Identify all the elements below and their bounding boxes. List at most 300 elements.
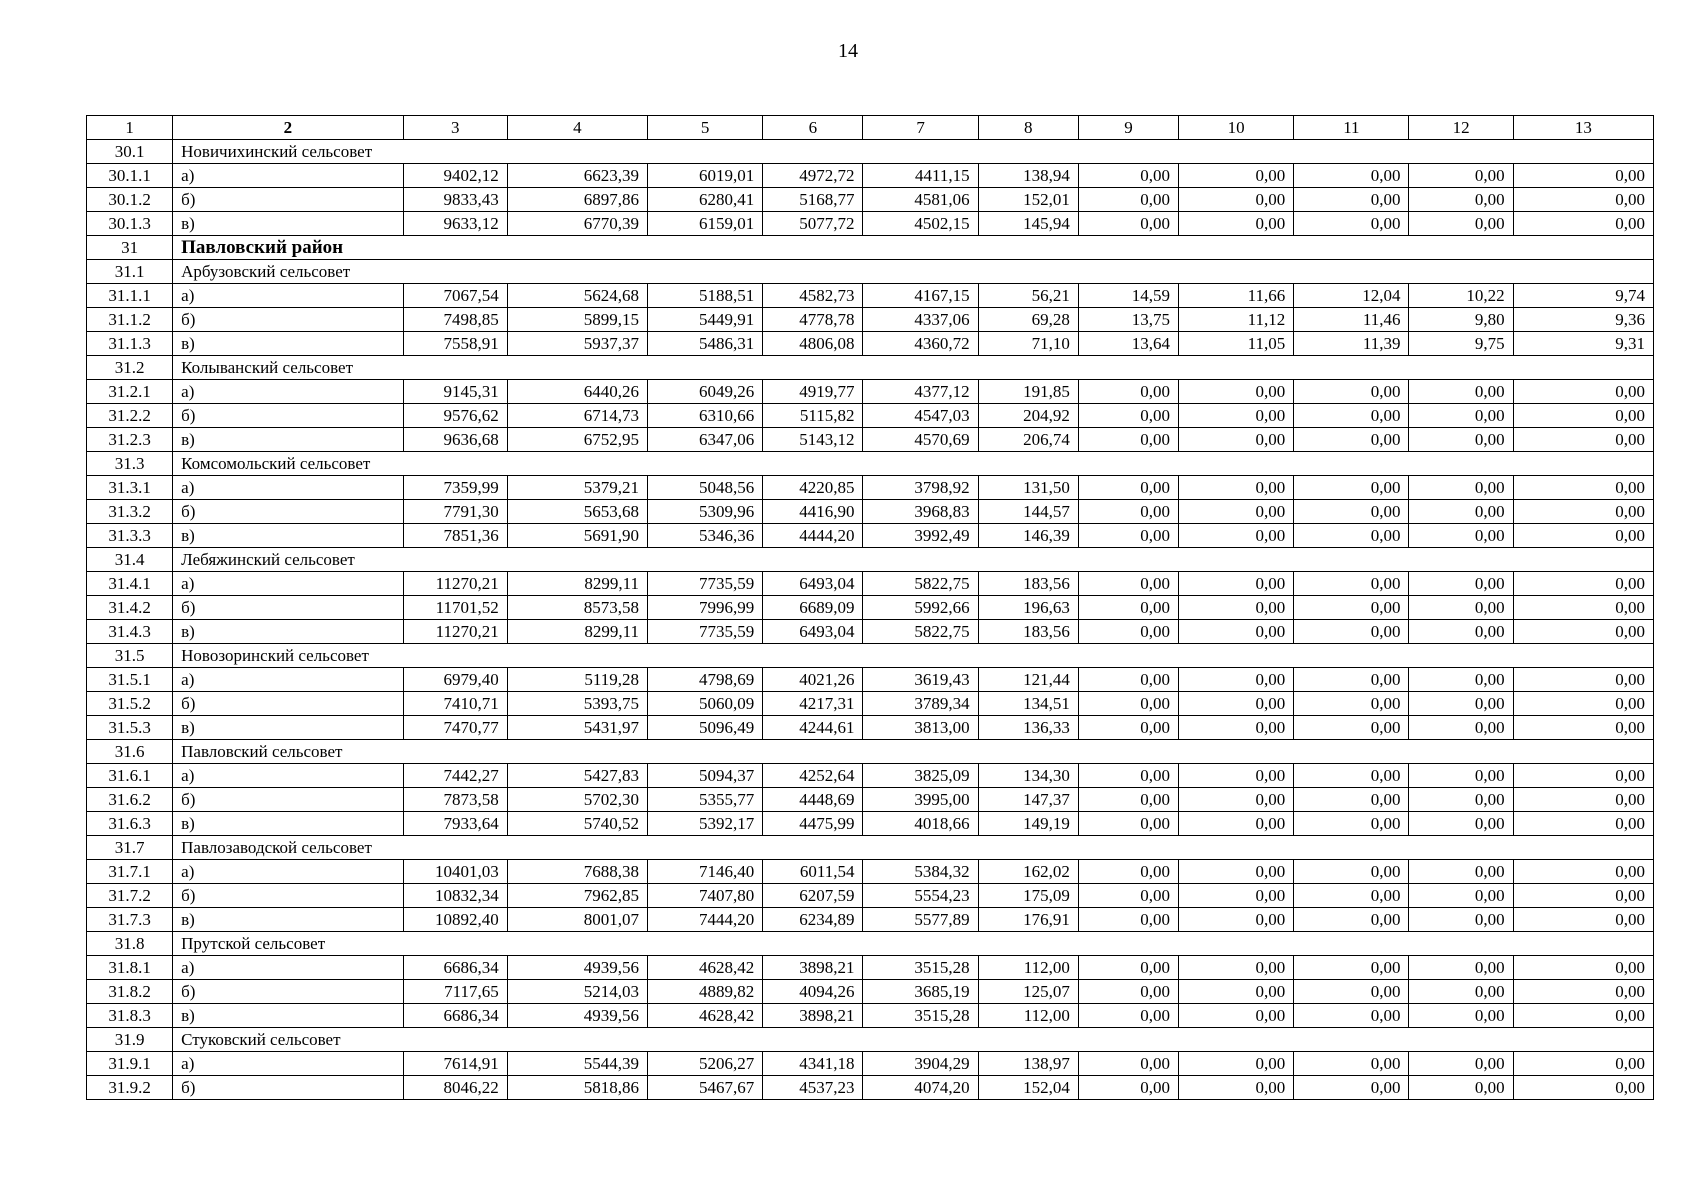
value-cell: 5427,83 (507, 764, 647, 788)
value-cell: 0,00 (1513, 908, 1653, 932)
value-cell: 0,00 (1409, 860, 1513, 884)
value-cell: 71,10 (978, 332, 1078, 356)
value-cell: 5818,86 (507, 1076, 647, 1100)
value-cell: 13,75 (1078, 308, 1178, 332)
table-row (87, 164, 1654, 188)
value-cell: 0,00 (1294, 1052, 1409, 1076)
value-cell: 0,00 (1179, 500, 1294, 524)
value-cell: 0,00 (1179, 980, 1294, 1004)
value-cell: 5346,36 (648, 524, 763, 548)
value-cell: 0,00 (1294, 668, 1409, 692)
value-cell: 8046,22 (403, 1076, 507, 1100)
value-cell: 0,00 (1409, 668, 1513, 692)
value-cell: 0,00 (1513, 956, 1653, 980)
value-cell: 0,00 (1179, 956, 1294, 980)
value-cell: 4074,20 (863, 1076, 978, 1100)
value-cell: 0,00 (1294, 428, 1409, 452)
value-cell: 0,00 (1409, 1052, 1513, 1076)
value-cell: 0,00 (1513, 476, 1653, 500)
value-cell: 5143,12 (763, 428, 863, 452)
table-row (87, 524, 1654, 548)
value-cell: 0,00 (1179, 908, 1294, 932)
row-number: 31.5 (87, 644, 173, 668)
value-cell: 5355,77 (648, 788, 763, 812)
variant-label: б) (173, 692, 403, 716)
value-cell: 175,09 (978, 884, 1078, 908)
variant-label: в) (173, 908, 403, 932)
value-cell: 112,00 (978, 956, 1078, 980)
value-cell: 0,00 (1294, 1076, 1409, 1100)
value-cell: 0,00 (1294, 212, 1409, 236)
variant-label: в) (173, 620, 403, 644)
table-row (87, 956, 1654, 980)
value-cell: 3898,21 (763, 956, 863, 980)
value-cell: 6623,39 (507, 164, 647, 188)
value-cell: 0,00 (1409, 476, 1513, 500)
value-cell: 4220,85 (763, 476, 863, 500)
value-cell: 7444,20 (648, 908, 763, 932)
value-cell: 145,94 (978, 212, 1078, 236)
value-cell: 5393,75 (507, 692, 647, 716)
column-header: 7 (863, 116, 978, 140)
row-number: 31.6.1 (87, 764, 173, 788)
column-header: 12 (1409, 116, 1513, 140)
value-cell: 4094,26 (763, 980, 863, 1004)
table-row (87, 284, 1654, 308)
value-cell: 5048,56 (648, 476, 763, 500)
value-cell: 0,00 (1078, 980, 1178, 1004)
value-cell: 5702,30 (507, 788, 647, 812)
value-cell: 0,00 (1179, 188, 1294, 212)
value-cell: 3798,92 (863, 476, 978, 500)
settlement-name: Павловский сельсовет (173, 740, 1654, 764)
value-cell: 10892,40 (403, 908, 507, 932)
column-header: 13 (1513, 116, 1653, 140)
value-cell: 0,00 (1409, 956, 1513, 980)
tariff-table (86, 115, 1654, 1100)
value-cell: 6770,39 (507, 212, 647, 236)
value-cell: 11701,52 (403, 596, 507, 620)
value-cell: 3904,29 (863, 1052, 978, 1076)
value-cell: 3968,83 (863, 500, 978, 524)
value-cell: 0,00 (1078, 1076, 1178, 1100)
value-cell: 5577,89 (863, 908, 978, 932)
value-cell: 0,00 (1294, 788, 1409, 812)
value-cell: 3992,49 (863, 524, 978, 548)
value-cell: 0,00 (1078, 476, 1178, 500)
value-cell: 176,91 (978, 908, 1078, 932)
row-number: 31.7.3 (87, 908, 173, 932)
value-cell: 0,00 (1513, 596, 1653, 620)
value-cell: 9,80 (1409, 308, 1513, 332)
value-cell: 9,74 (1513, 284, 1653, 308)
value-cell: 9,31 (1513, 332, 1653, 356)
value-cell: 5115,82 (763, 404, 863, 428)
value-cell: 147,37 (978, 788, 1078, 812)
value-cell: 7996,99 (648, 596, 763, 620)
value-cell: 0,00 (1078, 668, 1178, 692)
value-cell: 11,46 (1294, 308, 1409, 332)
value-cell: 0,00 (1513, 500, 1653, 524)
value-cell: 4798,69 (648, 668, 763, 692)
value-cell: 5624,68 (507, 284, 647, 308)
value-cell: 4337,06 (863, 308, 978, 332)
settlement-name: Новичихинский сельсовет (173, 140, 1654, 164)
value-cell: 4167,15 (863, 284, 978, 308)
value-cell: 5937,37 (507, 332, 647, 356)
value-cell: 112,00 (978, 1004, 1078, 1028)
value-cell: 0,00 (1179, 812, 1294, 836)
value-cell: 0,00 (1078, 1004, 1178, 1028)
settlement-name: Павлозаводской сельсовет (173, 836, 1654, 860)
row-number: 31.5.2 (87, 692, 173, 716)
value-cell: 196,63 (978, 596, 1078, 620)
table-row (87, 428, 1654, 452)
value-cell: 0,00 (1078, 788, 1178, 812)
value-cell: 6049,26 (648, 380, 763, 404)
value-cell: 4889,82 (648, 980, 763, 1004)
value-cell: 0,00 (1078, 428, 1178, 452)
value-cell: 0,00 (1409, 212, 1513, 236)
variant-label: б) (173, 884, 403, 908)
value-cell: 0,00 (1409, 884, 1513, 908)
value-cell: 4341,18 (763, 1052, 863, 1076)
row-number: 31.9 (87, 1028, 173, 1052)
value-cell: 10832,34 (403, 884, 507, 908)
value-cell: 7558,91 (403, 332, 507, 356)
value-cell: 152,01 (978, 188, 1078, 212)
value-cell: 11,12 (1179, 308, 1294, 332)
value-cell: 5379,21 (507, 476, 647, 500)
value-cell: 0,00 (1294, 884, 1409, 908)
value-cell: 0,00 (1078, 572, 1178, 596)
row-number: 31.8.3 (87, 1004, 173, 1028)
value-cell: 5822,75 (863, 572, 978, 596)
row-number: 31.2.1 (87, 380, 173, 404)
column-header: 4 (507, 116, 647, 140)
value-cell: 0,00 (1513, 668, 1653, 692)
value-cell: 0,00 (1179, 860, 1294, 884)
value-cell: 5168,77 (763, 188, 863, 212)
value-cell: 7962,85 (507, 884, 647, 908)
value-cell: 0,00 (1294, 716, 1409, 740)
value-cell: 69,28 (978, 308, 1078, 332)
value-cell: 0,00 (1078, 188, 1178, 212)
value-cell: 138,94 (978, 164, 1078, 188)
table-body (87, 116, 1654, 1100)
variant-label: в) (173, 716, 403, 740)
value-cell: 0,00 (1409, 980, 1513, 1004)
value-cell: 14,59 (1078, 284, 1178, 308)
column-header: 10 (1179, 116, 1294, 140)
value-cell: 11270,21 (403, 620, 507, 644)
value-cell: 4806,08 (763, 332, 863, 356)
value-cell: 121,44 (978, 668, 1078, 692)
value-cell: 183,56 (978, 572, 1078, 596)
row-number: 31.4 (87, 548, 173, 572)
value-cell: 0,00 (1179, 716, 1294, 740)
value-cell: 4475,99 (763, 812, 863, 836)
value-cell: 0,00 (1179, 476, 1294, 500)
value-cell: 4939,56 (507, 956, 647, 980)
value-cell: 0,00 (1078, 716, 1178, 740)
page-number: 14 (838, 40, 858, 62)
value-cell: 7735,59 (648, 572, 763, 596)
column-header: 3 (403, 116, 507, 140)
value-cell: 4582,73 (763, 284, 863, 308)
value-cell: 9636,68 (403, 428, 507, 452)
value-cell: 6280,41 (648, 188, 763, 212)
value-cell: 6979,40 (403, 668, 507, 692)
value-cell: 0,00 (1513, 1076, 1653, 1100)
row-number: 31.6 (87, 740, 173, 764)
value-cell: 7873,58 (403, 788, 507, 812)
column-header: 11 (1294, 116, 1409, 140)
value-cell: 0,00 (1078, 524, 1178, 548)
value-cell: 0,00 (1078, 596, 1178, 620)
value-cell: 0,00 (1078, 1052, 1178, 1076)
value-cell: 0,00 (1179, 524, 1294, 548)
value-cell: 6897,86 (507, 188, 647, 212)
value-cell: 11,66 (1179, 284, 1294, 308)
value-cell: 0,00 (1179, 884, 1294, 908)
variant-label: б) (173, 788, 403, 812)
value-cell: 0,00 (1078, 380, 1178, 404)
group-row (87, 1028, 1654, 1052)
group-row (87, 356, 1654, 380)
value-cell: 7851,36 (403, 524, 507, 548)
value-cell: 0,00 (1179, 620, 1294, 644)
value-cell: 0,00 (1179, 1052, 1294, 1076)
value-cell: 0,00 (1409, 1004, 1513, 1028)
row-number: 31.2.2 (87, 404, 173, 428)
value-cell: 0,00 (1294, 908, 1409, 932)
variant-label: а) (173, 380, 403, 404)
value-cell: 4217,31 (763, 692, 863, 716)
settlement-name: Арбузовский сельсовет (173, 260, 1654, 284)
value-cell: 8299,11 (507, 620, 647, 644)
row-number: 30.1.2 (87, 188, 173, 212)
value-cell: 0,00 (1179, 596, 1294, 620)
row-number: 31.6.2 (87, 788, 173, 812)
value-cell: 11270,21 (403, 572, 507, 596)
value-cell: 5094,37 (648, 764, 763, 788)
value-cell: 8299,11 (507, 572, 647, 596)
variant-label: а) (173, 668, 403, 692)
value-cell: 0,00 (1513, 692, 1653, 716)
variant-label: в) (173, 332, 403, 356)
value-cell: 4537,23 (763, 1076, 863, 1100)
column-header: 5 (648, 116, 763, 140)
value-cell: 0,00 (1294, 956, 1409, 980)
value-cell: 0,00 (1294, 620, 1409, 644)
value-cell: 146,39 (978, 524, 1078, 548)
value-cell: 3898,21 (763, 1004, 863, 1028)
value-cell: 0,00 (1179, 764, 1294, 788)
row-number: 31.2 (87, 356, 173, 380)
variant-label: а) (173, 764, 403, 788)
value-cell: 4360,72 (863, 332, 978, 356)
row-number: 30.1.1 (87, 164, 173, 188)
row-number: 30.1 (87, 140, 173, 164)
variant-label: б) (173, 980, 403, 1004)
group-row (87, 836, 1654, 860)
value-cell: 7442,27 (403, 764, 507, 788)
value-cell: 131,50 (978, 476, 1078, 500)
value-cell: 11,05 (1179, 332, 1294, 356)
table-row (87, 308, 1654, 332)
value-cell: 0,00 (1513, 404, 1653, 428)
value-cell: 0,00 (1409, 764, 1513, 788)
group-row (87, 740, 1654, 764)
value-cell: 6689,09 (763, 596, 863, 620)
value-cell: 0,00 (1179, 788, 1294, 812)
row-number: 31.4.3 (87, 620, 173, 644)
value-cell: 0,00 (1179, 404, 1294, 428)
row-number: 31.9.1 (87, 1052, 173, 1076)
value-cell: 7498,85 (403, 308, 507, 332)
value-cell: 0,00 (1513, 884, 1653, 908)
value-cell: 6493,04 (763, 572, 863, 596)
row-number: 31 (87, 236, 173, 260)
value-cell: 4547,03 (863, 404, 978, 428)
row-number: 31.6.3 (87, 812, 173, 836)
value-cell: 0,00 (1078, 860, 1178, 884)
value-cell: 0,00 (1513, 812, 1653, 836)
value-cell: 0,00 (1409, 788, 1513, 812)
value-cell: 4581,06 (863, 188, 978, 212)
value-cell: 5188,51 (648, 284, 763, 308)
value-cell: 0,00 (1513, 524, 1653, 548)
value-cell: 6347,06 (648, 428, 763, 452)
row-number: 31.5.1 (87, 668, 173, 692)
value-cell: 9,75 (1409, 332, 1513, 356)
value-cell: 6493,04 (763, 620, 863, 644)
table-row (87, 812, 1654, 836)
value-cell: 138,97 (978, 1052, 1078, 1076)
value-cell: 152,04 (978, 1076, 1078, 1100)
variant-label: а) (173, 284, 403, 308)
settlement-name: Колыванский сельсовет (173, 356, 1654, 380)
table-row (87, 500, 1654, 524)
row-number: 31.8.2 (87, 980, 173, 1004)
value-cell: 0,00 (1294, 980, 1409, 1004)
value-cell: 4972,72 (763, 164, 863, 188)
value-cell: 6019,01 (648, 164, 763, 188)
value-cell: 10,22 (1409, 284, 1513, 308)
value-cell: 0,00 (1179, 164, 1294, 188)
value-cell: 0,00 (1294, 380, 1409, 404)
group-row (87, 140, 1654, 164)
value-cell: 0,00 (1179, 212, 1294, 236)
row-number: 31.3.3 (87, 524, 173, 548)
value-cell: 4244,61 (763, 716, 863, 740)
table-row (87, 1004, 1654, 1028)
value-cell: 4939,56 (507, 1004, 647, 1028)
variant-label: б) (173, 404, 403, 428)
value-cell: 9576,62 (403, 404, 507, 428)
value-cell: 0,00 (1078, 812, 1178, 836)
value-cell: 0,00 (1179, 380, 1294, 404)
table-row (87, 404, 1654, 428)
variant-label: а) (173, 476, 403, 500)
table-row (87, 860, 1654, 884)
value-cell: 5740,52 (507, 812, 647, 836)
variant-label: а) (173, 956, 403, 980)
value-cell: 7791,30 (403, 500, 507, 524)
value-cell: 12,04 (1294, 284, 1409, 308)
value-cell: 5822,75 (863, 620, 978, 644)
value-cell: 0,00 (1409, 164, 1513, 188)
row-number: 31.9.2 (87, 1076, 173, 1100)
value-cell: 0,00 (1078, 620, 1178, 644)
value-cell: 7146,40 (648, 860, 763, 884)
value-cell: 0,00 (1513, 764, 1653, 788)
value-cell: 6752,95 (507, 428, 647, 452)
value-cell: 0,00 (1409, 716, 1513, 740)
row-number: 31.8 (87, 932, 173, 956)
table-row (87, 212, 1654, 236)
table-row (87, 620, 1654, 644)
value-cell: 0,00 (1513, 572, 1653, 596)
value-cell: 0,00 (1513, 380, 1653, 404)
table-row (87, 668, 1654, 692)
group-row (87, 932, 1654, 956)
value-cell: 9833,43 (403, 188, 507, 212)
value-cell: 162,02 (978, 860, 1078, 884)
value-cell: 3995,00 (863, 788, 978, 812)
value-cell: 5077,72 (763, 212, 863, 236)
value-cell: 0,00 (1179, 428, 1294, 452)
value-cell: 0,00 (1294, 596, 1409, 620)
settlement-name: Прутской сельсовет (173, 932, 1654, 956)
value-cell: 6440,26 (507, 380, 647, 404)
value-cell: 3515,28 (863, 1004, 978, 1028)
row-number: 31.7.1 (87, 860, 173, 884)
column-header: 9 (1078, 116, 1178, 140)
value-cell: 7933,64 (403, 812, 507, 836)
value-cell: 4018,66 (863, 812, 978, 836)
row-number: 30.1.3 (87, 212, 173, 236)
value-cell: 4502,15 (863, 212, 978, 236)
value-cell: 7117,65 (403, 980, 507, 1004)
value-cell: 5992,66 (863, 596, 978, 620)
table-row (87, 572, 1654, 596)
table-row (87, 188, 1654, 212)
value-cell: 4448,69 (763, 788, 863, 812)
value-cell: 0,00 (1294, 1004, 1409, 1028)
row-number: 31.4.1 (87, 572, 173, 596)
value-cell: 5544,39 (507, 1052, 647, 1076)
value-cell: 9633,12 (403, 212, 507, 236)
value-cell: 0,00 (1409, 428, 1513, 452)
row-number: 31.1 (87, 260, 173, 284)
table-row (87, 716, 1654, 740)
value-cell: 0,00 (1409, 404, 1513, 428)
variant-label: б) (173, 308, 403, 332)
value-cell: 6310,66 (648, 404, 763, 428)
value-cell: 0,00 (1179, 668, 1294, 692)
value-cell: 0,00 (1078, 764, 1178, 788)
variant-label: б) (173, 188, 403, 212)
value-cell: 5467,67 (648, 1076, 763, 1100)
settlement-name: Стуковский сельсовет (173, 1028, 1654, 1052)
value-cell: 0,00 (1078, 956, 1178, 980)
variant-label: в) (173, 524, 403, 548)
column-header: 8 (978, 116, 1078, 140)
value-cell: 0,00 (1409, 188, 1513, 212)
table-row (87, 884, 1654, 908)
